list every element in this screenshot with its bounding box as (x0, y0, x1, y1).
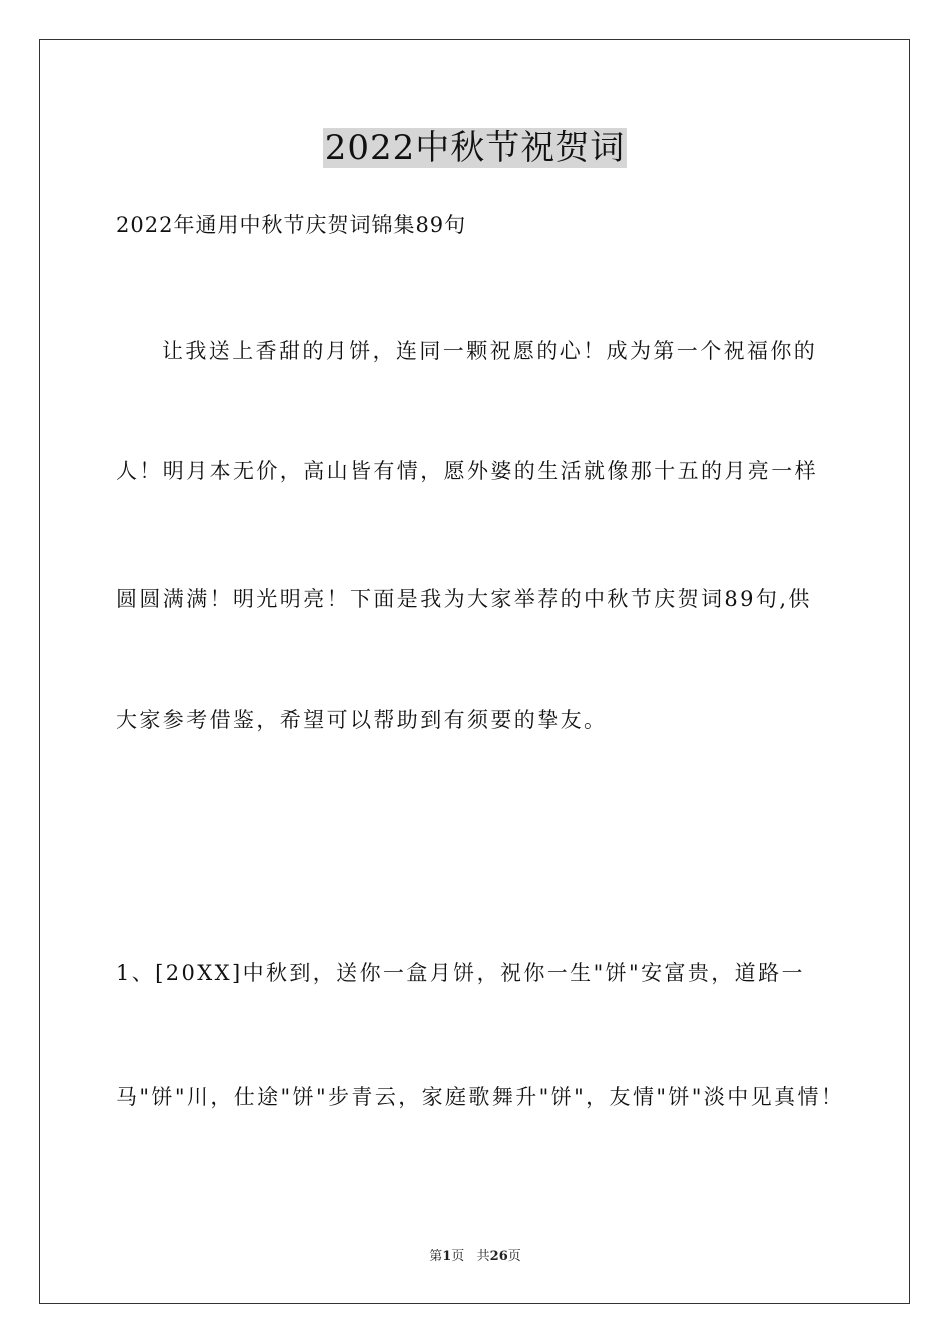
footer-total-pages: 26 (489, 1249, 508, 1264)
intro-line-1: 让我送上香甜的月饼，连同一颗祝愿的心！成为第一个祝福你的 (162, 339, 818, 363)
footer-suffix: 页 (507, 1249, 521, 1264)
intro-line-3: 圆圆满满！明光明亮！下面是我为大家举荐的中秋节庆贺词89句,供 (116, 587, 812, 611)
footer-mid: 页 共 (451, 1249, 490, 1264)
intro-line-2: 人！明月本无价，高山皆有情，愿外婆的生活就像那十五的月亮一样 (116, 459, 818, 483)
title-text: 2022中秋节祝贺词 (324, 128, 626, 168)
document-title (0, 126, 950, 170)
footer-current-page: 1 (442, 1249, 452, 1264)
item-line-2: 马"饼"川，仕途"饼"步青云，家庭歌舞升"饼"，友情"饼"淡中见真情！ (116, 1085, 845, 1109)
footer-prefix: 第 (429, 1249, 443, 1264)
page-footer (0, 1248, 950, 1266)
subtitle: 2022年通用中秋节庆贺词锦集89句 (116, 213, 467, 237)
item-line-1: 1、[20XX]中秋到，送你一盒月饼，祝你一生"饼"安富贵，道路一 (116, 961, 805, 985)
intro-line-4: 大家参考借鉴，希望可以帮助到有须要的挚友。 (116, 708, 608, 732)
